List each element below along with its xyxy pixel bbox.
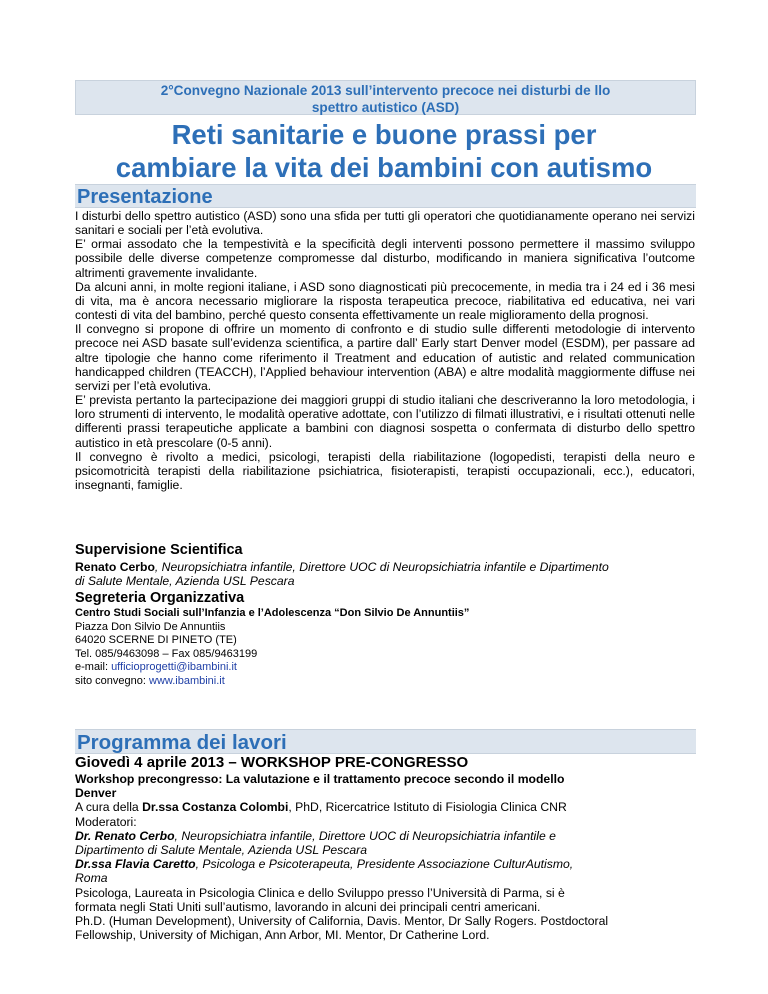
banner-line-2: spettro autistico (ASD) [311, 100, 460, 115]
paragraph: Il convegno è rivolto a medici, psicologi, terapisti della riabilitazione (logopedisti, terapisti della neuro e psicomotricità terapisti della riabilitazione psichiatrica, fisioterapisti, terapisti occupazionali, ecc.), educatori, insegnanti, famiglie. [75, 449, 695, 492]
title-line-2: cambiare la vita dei bambini con autismo [115, 152, 653, 183]
email-label: e-mail: [75, 661, 112, 674]
section-heading-programma: Programma dei lavori [75, 729, 696, 754]
paragraph: E’ ormai assodato che la tempestività e la specificità degli interventi possono permettere il massimo sviluppo possibile delle diverse competenze compromesse dal disturbo, modificando in maniera significativa l’outcome altrimenti gravemente invalidante. [75, 237, 695, 280]
site-label: sito convegno: [75, 674, 149, 687]
supervisor-role-cont: di Salute Mentale, Azienda USL Pescara [75, 574, 295, 589]
moderatori-label: Moderatori: [75, 814, 137, 829]
supervisor-name: Renato Cerbo [75, 560, 155, 574]
bio-line: Ph.D. (Human Development), University of California, Davis. Mentor, Dr Sally Rogers. Postdoctoral [75, 914, 609, 929]
title-line-1: Reti sanitarie e buone prassi per [171, 119, 597, 150]
paragraph: Il convegno si propone di offrire un momento di confronto e di studio sulle differenti metodologie di intervento precoce nei ASD basate sull’evidenza scientifica, a partire dall’ Early start Denver model (ESDM), per passare ad altre tipologie che hanno come riferimento il Treatment and education of autistic and related communication handicapped children (TEACCH), l’Applied behaviour intervention (ABA) e altre modalità maggiormente diffuse nei servizi per l’età evolutiva. [75, 322, 695, 393]
moderator-role-cont: Dipartimento di Salute Mentale, Azienda USL Pescara [75, 843, 367, 858]
website-link[interactable]: www.ibambini.it [149, 674, 225, 687]
speaker-name: Dr.ssa Costanza Colombi [142, 800, 289, 815]
address-line: Piazza Don Silvio De Annuntiis [75, 620, 226, 633]
conference-banner [75, 80, 696, 115]
paragraph: Da alcuni anni, in molte regioni italiane, i ASD sono diagnosticati più precocemente, in media tra i 24 ed i 36 mesi di vita, ma è ancora necessario migliorare la risposta terapeutica precoce, riabilitativa ed educativa, nei vari contesti di vita del bambino, perché questo consenta effettivamente un reale miglioramento della prognosi. [75, 279, 695, 323]
programma-body [75, 754, 705, 942]
workshop-title-cont: Denver [75, 786, 117, 801]
bio-line: formata negli Stati Uniti sull’autismo, lavorando in alcuni dei principali centri americani. [75, 899, 541, 914]
banner-line-1: 2°Convegno Nazionale 2013 sull’intervento precoce nei disturbi de llo [160, 83, 611, 98]
supervisor-role: , Neuropsichiatra infantile, Direttore UOC di Neuropsichiatria infantile e Dipartimento [154, 560, 609, 574]
cura-prefix: A cura della [75, 800, 143, 815]
workshop-title: Workshop precongresso: La valutazione e il trattamento precoce secondo il modello [75, 772, 565, 786]
presentazione-body [75, 209, 695, 492]
moderator-name: Dr.ssa Flavia Caretto [75, 857, 196, 872]
bio-line: Psicologa, Laureata in Psicologia Clinica e dello Sviluppo presso l’Università di Parma, si è [75, 885, 565, 900]
moderator-name: Dr. Renato Cerbo [75, 828, 175, 843]
paragraph: E’ prevista pertanto la partecipazione dei maggiori gruppi di studio italiani che descriveranno la loro metodologia, i loro strumenti di intervento, le modalità operative adottate, con l’utilizzo di filmati illustrativi, e i risultati ottenuti nelle differenti prassi terapeutiche applicate a bambini con diagnosi sospetta o confermata di disturbo dello spettro autistico in età prescolare (0-5 anni). [75, 393, 695, 450]
supervisione-body [75, 560, 705, 588]
document-title [60, 118, 708, 184]
phone-line: Tel. 085/9463098 – Fax 085/9463199 [75, 647, 258, 660]
heading-segreteria: Segreteria Organizzativa [75, 590, 245, 606]
moderator-role: , Psicologa e Psicoterapeuta, Presidente Associazione CulturAutismo, [195, 857, 574, 872]
bio-line: Fellowship, University of Michigan, Ann Arbor, MI. Mentor, Dr Catherine Lord. [75, 928, 490, 943]
address-line: 64020 SCERNE DI PINETO (TE) [75, 634, 237, 647]
speaker-affiliation: , PhD, Ricercatrice Istituto di Fisiologia Clinica CNR [288, 800, 567, 815]
moderator-role: , Neuropsichiatra infantile, Direttore UOC di Neuropsichiatria infantile e [174, 828, 556, 843]
moderator-role-cont: Roma [75, 871, 108, 886]
segreteria-body [75, 607, 705, 689]
paragraph: I disturbi dello spettro autistico (ASD) sono una sfida per tutti gli operatori che quotidianamente operano nei servizi sanitari e sociali per l’età evolutiva. [75, 209, 695, 238]
organization-name: Centro Studi Sociali sull’Infanzia e l’Adolescenza “Don Silvio De Annuntiis” [75, 607, 470, 619]
email-link[interactable]: ufficioprogetti@ibambini.it [111, 661, 237, 674]
heading-supervisione: Supervisione Scientifica [75, 542, 243, 558]
day-heading: Giovedì 4 aprile 2013 – WORKSHOP PRE-CONGRESSO [75, 754, 469, 771]
section-heading-presentazione: Presentazione [75, 184, 696, 208]
